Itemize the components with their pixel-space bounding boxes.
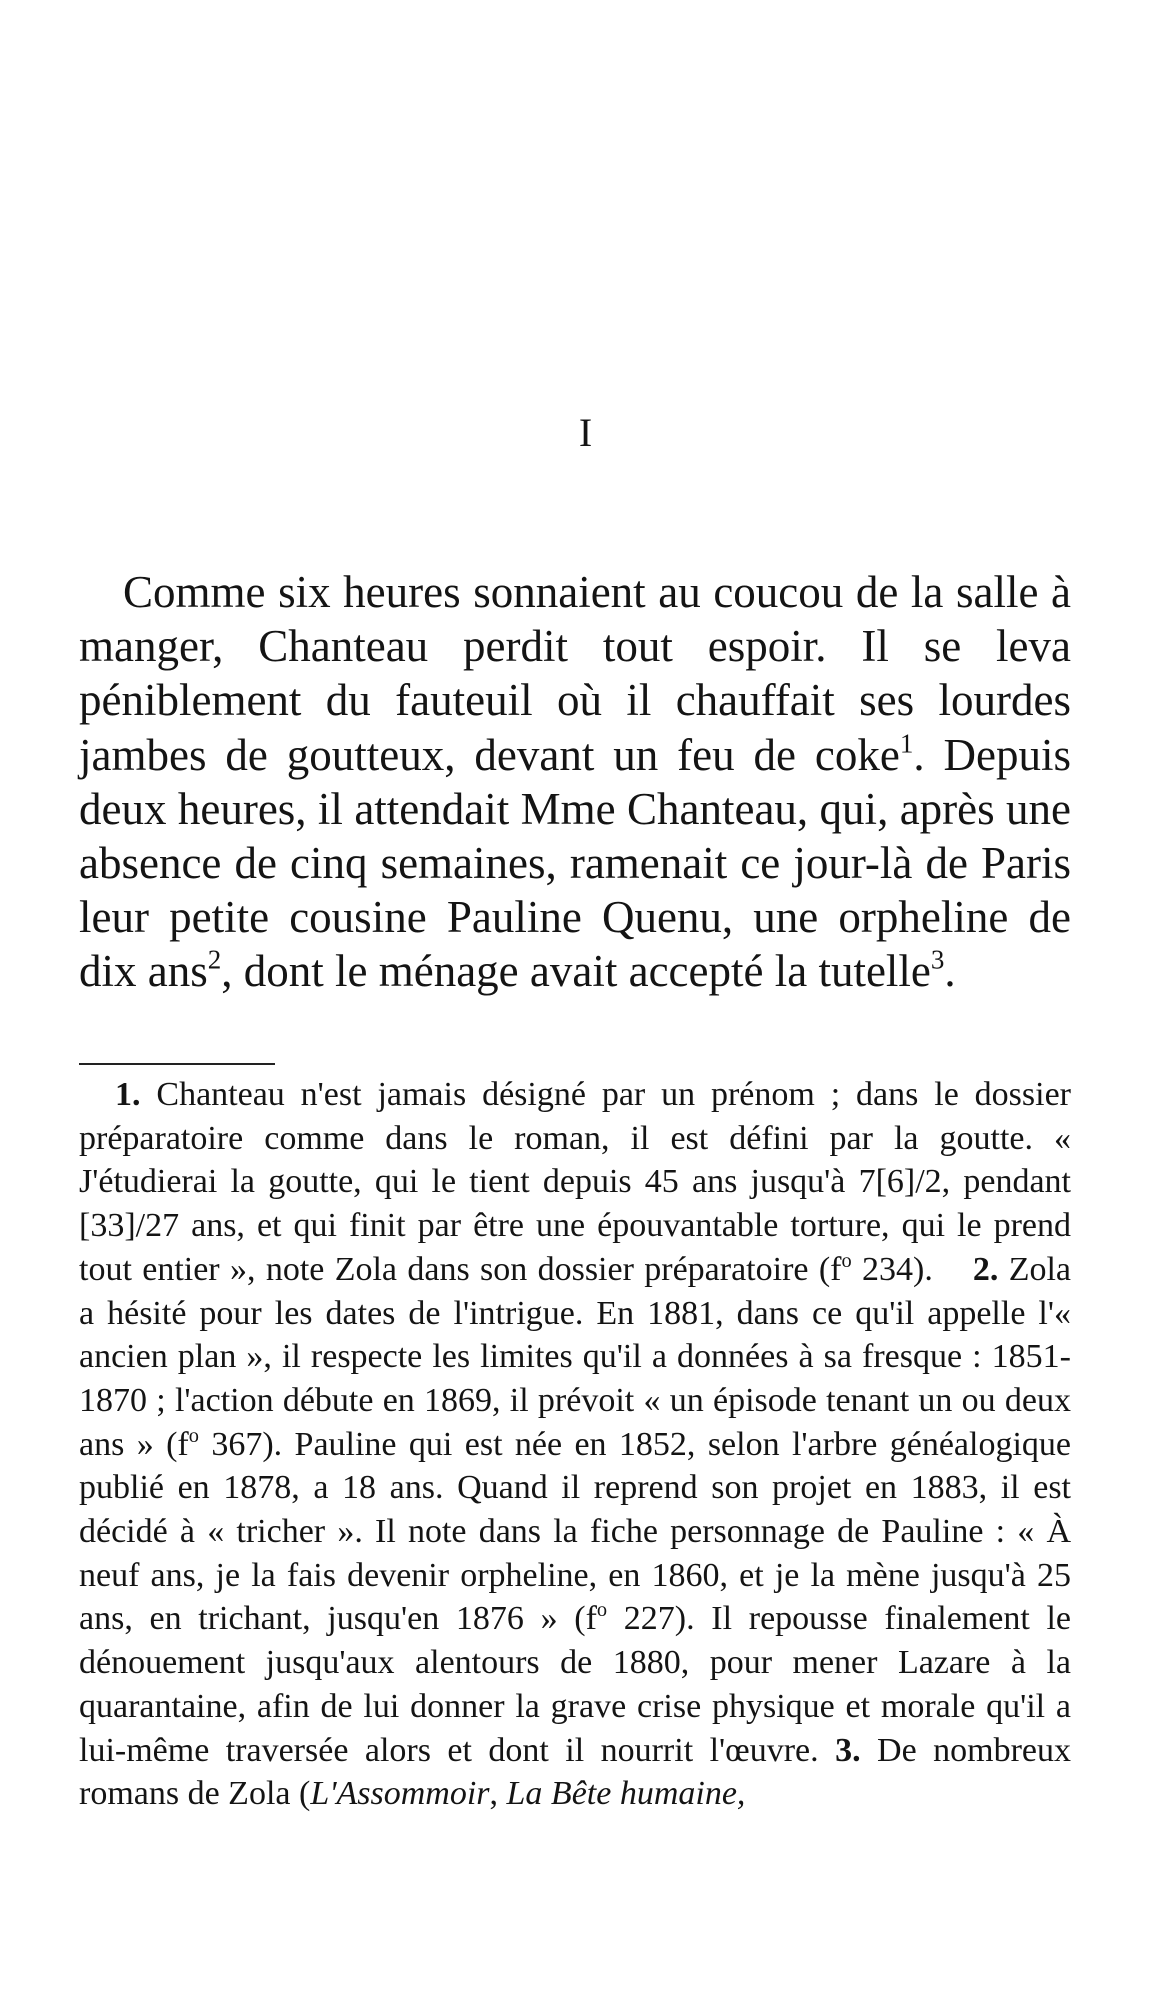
folio-sup: o [188, 1424, 199, 1447]
note-ref-1: 1 [899, 728, 914, 759]
body-text-part: Comme six heures sonnaient au coucou de la salle à manger, Chanteau perdit tout espoir. Il se leva péniblement du fauteuil où il chauffait ses lourdes jambes de goutteux, devant un feu de coke [79, 567, 1071, 780]
footnote-3-text: De nombreux romans de Zola ( [79, 1731, 1071, 1813]
note-ref-3: 3 [930, 944, 945, 975]
footnote-2-text: 367). Pauline qui est née en 1852, selon l'arbre généalogique publié en 1878, a 18 ans. Quand il reprend son projet en 1883, il est décidé à « tricher ». Il note dans la fiche personnage de Pauline : « À neuf ans, je la fais devenir orpheline, en 1860, et je la mène jusqu'à 25 ans, en trichant, jusqu'en 1876 » (f [79, 1425, 1072, 1638]
footnote-separator [79, 1063, 275, 1065]
footnotes-block [79, 1073, 1071, 1816]
note-ref-2: 2 [207, 944, 222, 975]
book-title-italic: L'Assommoir [310, 1775, 490, 1813]
body-paragraph [79, 565, 1071, 999]
chapter-number: I [578, 410, 593, 455]
book-title-italic: La Bête humaine, [506, 1775, 746, 1813]
body-text-part: , dont le ménage avait accepté la tutelle [221, 946, 931, 997]
footnote-1-text: Chanteau n'est jamais désigné par un prénom ; dans le dossier préparatoire comme dans le roman, il est défini par la goutte. « J'étudierai la goutte, qui le tient depuis 45 ans jusqu'à 7[6]/2, pendant [33]/27 ans, et qui finit par être une épouvantable torture, qui le prend tout entier », note Zola dans son dossier préparatoire (f [79, 1076, 1072, 1288]
footnote-1-text: 234). [851, 1250, 933, 1288]
footnote-1-number: 1. [115, 1076, 141, 1113]
folio-sup: o [841, 1249, 852, 1272]
folio-sup: o [596, 1599, 608, 1622]
footnote-3-text: , [489, 1775, 507, 1813]
footnote-2-number: 2. [972, 1250, 999, 1288]
body-text-part: . Depuis deux heures, il attendait Mme Chanteau, qui, après une absence de cinq semaines, ramenait ce jour-là de Paris leur petite cousine Pauline Quenu, une orpheline de dix ans [79, 729, 1071, 997]
footnote-2-text: Zola a hésité pour les dates de l'intrigue. En 1881, dans ce qu'il appelle l'« ancien plan », il respecte les limites qu'il a données à sa fresque : 1851-1870 ; l'action débute en 1869, il prévoit « un épisode tenant un ou deux ans » (f [79, 1250, 1071, 1463]
footnote-2-text: 227). Il repousse finalement le dénouement jusqu'aux alentours de 1880, pour mener Lazare à la quarantaine, afin de lui donner la grave crise physique et morale qu'il a lui-même traversée alors et dont il nourrit l'œuvre. [79, 1600, 1072, 1769]
footnote-3-number: 3. [835, 1731, 861, 1769]
body-text-part: . [944, 946, 956, 997]
